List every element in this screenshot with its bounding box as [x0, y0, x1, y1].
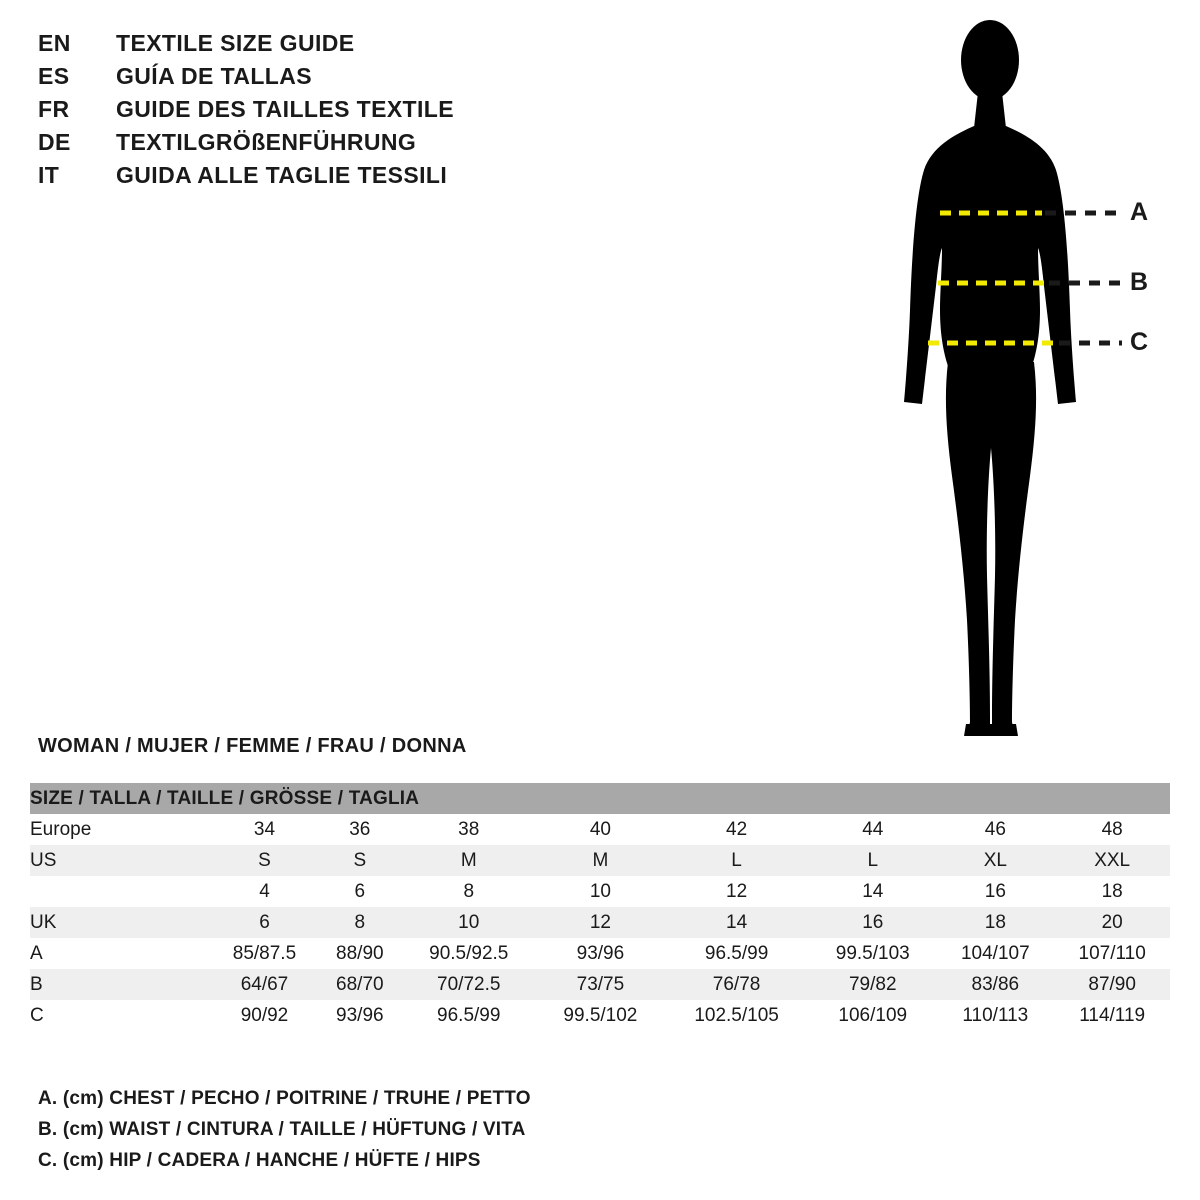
cell: 8	[401, 876, 537, 907]
measure-label-b: B	[1130, 268, 1149, 296]
title-row	[38, 129, 598, 162]
cell: 107/110	[1054, 938, 1170, 969]
cell: 99.5/102	[537, 1000, 664, 1031]
title-lang-es: ES	[38, 63, 70, 89]
cell: M	[401, 845, 537, 876]
cell: 99.5/103	[809, 938, 936, 969]
table-header-label: SIZE / TALLA / TAILLE / GRÖSSE / TAGLIA	[30, 783, 1170, 814]
title-row	[38, 96, 598, 129]
title-lang-de: DE	[38, 129, 71, 155]
title-lang-fr: FR	[38, 96, 70, 122]
table-row	[30, 969, 1170, 1000]
title-text-en: TEXTILE SIZE GUIDE	[116, 30, 355, 56]
cell: S	[210, 845, 319, 876]
cell: 14	[809, 876, 936, 907]
cell: 10	[537, 876, 664, 907]
row-label-us-numeric	[30, 876, 210, 907]
cell: 96.5/99	[664, 938, 809, 969]
legend-line-b: B. (cm) WAIST / CINTURA / TAILLE / HÜFTUNG / VITA	[38, 1119, 526, 1140]
title-row	[38, 30, 598, 63]
title-lang-it: IT	[38, 162, 60, 188]
cell: 87/90	[1054, 969, 1170, 1000]
title-row	[38, 63, 598, 96]
legend-line-a: A. (cm) CHEST / PECHO / POITRINE / TRUHE / PETTO	[38, 1088, 531, 1109]
cell: L	[809, 845, 936, 876]
cell: 36	[319, 814, 401, 845]
title-row	[38, 162, 598, 195]
cell: 18	[1054, 876, 1170, 907]
cell: L	[664, 845, 809, 876]
cell: 6	[319, 876, 401, 907]
cell: 90.5/92.5	[401, 938, 537, 969]
cell: 83/86	[936, 969, 1054, 1000]
cell: 70/72.5	[401, 969, 537, 1000]
cell: 96.5/99	[401, 1000, 537, 1031]
table-row	[30, 876, 1170, 907]
cell: 88/90	[319, 938, 401, 969]
cell: 20	[1054, 907, 1170, 938]
legend-line-c: C. (cm) HIP / CADERA / HANCHE / HÜFTE / HIPS	[38, 1150, 481, 1171]
cell: 93/96	[319, 1000, 401, 1031]
size-table	[30, 783, 1170, 1031]
cell: 14	[664, 907, 809, 938]
measurement-legend	[38, 1088, 738, 1181]
cell: 16	[809, 907, 936, 938]
female-silhouette-icon	[860, 10, 1190, 750]
table-row	[30, 938, 1170, 969]
measure-label-a: A	[1130, 198, 1149, 226]
row-label-uk: UK	[30, 907, 210, 938]
title-text-es: GUÍA DE TALLAS	[116, 63, 312, 89]
cell: 68/70	[319, 969, 401, 1000]
cell: 16	[936, 876, 1054, 907]
table-row	[30, 845, 1170, 876]
body-measurement-figure	[860, 10, 1190, 750]
cell: 4	[210, 876, 319, 907]
cell: 90/92	[210, 1000, 319, 1031]
title-text-it: GUIDA ALLE TAGLIE TESSILI	[116, 162, 448, 188]
cell: 12	[537, 907, 664, 938]
measure-label-c: C	[1130, 328, 1149, 356]
cell: 114/119	[1054, 1000, 1170, 1031]
row-label-c: C	[30, 1000, 210, 1031]
cell: M	[537, 845, 664, 876]
cell: 79/82	[809, 969, 936, 1000]
cell: S	[319, 845, 401, 876]
cell: 106/109	[809, 1000, 936, 1031]
gender-heading: WOMAN / MUJER / FEMME / FRAU / DONNA	[38, 735, 467, 757]
title-text-fr: GUIDE DES TAILLES TEXTILE	[116, 96, 454, 122]
cell: 6	[210, 907, 319, 938]
cell: 85/87.5	[210, 938, 319, 969]
cell: XXL	[1054, 845, 1170, 876]
table-row	[30, 907, 1170, 938]
cell: 10	[401, 907, 537, 938]
cell: 48	[1054, 814, 1170, 845]
title-text-de: TEXTILGRÖßENFÜHRUNG	[116, 129, 417, 155]
row-label-b: B	[30, 969, 210, 1000]
cell: 34	[210, 814, 319, 845]
cell: 93/96	[537, 938, 664, 969]
cell: 76/78	[664, 969, 809, 1000]
cell: 38	[401, 814, 537, 845]
cell: 73/75	[537, 969, 664, 1000]
title-block	[38, 30, 598, 195]
cell: 40	[537, 814, 664, 845]
cell: 42	[664, 814, 809, 845]
cell: 44	[809, 814, 936, 845]
cell: 46	[936, 814, 1054, 845]
table-row	[30, 1000, 1170, 1031]
table-header-row	[30, 783, 1170, 814]
title-lang-en: EN	[38, 30, 71, 56]
row-label-a: A	[30, 938, 210, 969]
cell: XL	[936, 845, 1054, 876]
cell: 18	[936, 907, 1054, 938]
row-label-us: US	[30, 845, 210, 876]
cell: 104/107	[936, 938, 1054, 969]
cell: 12	[664, 876, 809, 907]
cell: 8	[319, 907, 401, 938]
table-row	[30, 814, 1170, 845]
row-label-europe: Europe	[30, 814, 210, 845]
cell: 110/113	[936, 1000, 1054, 1031]
cell: 64/67	[210, 969, 319, 1000]
cell: 102.5/105	[664, 1000, 809, 1031]
